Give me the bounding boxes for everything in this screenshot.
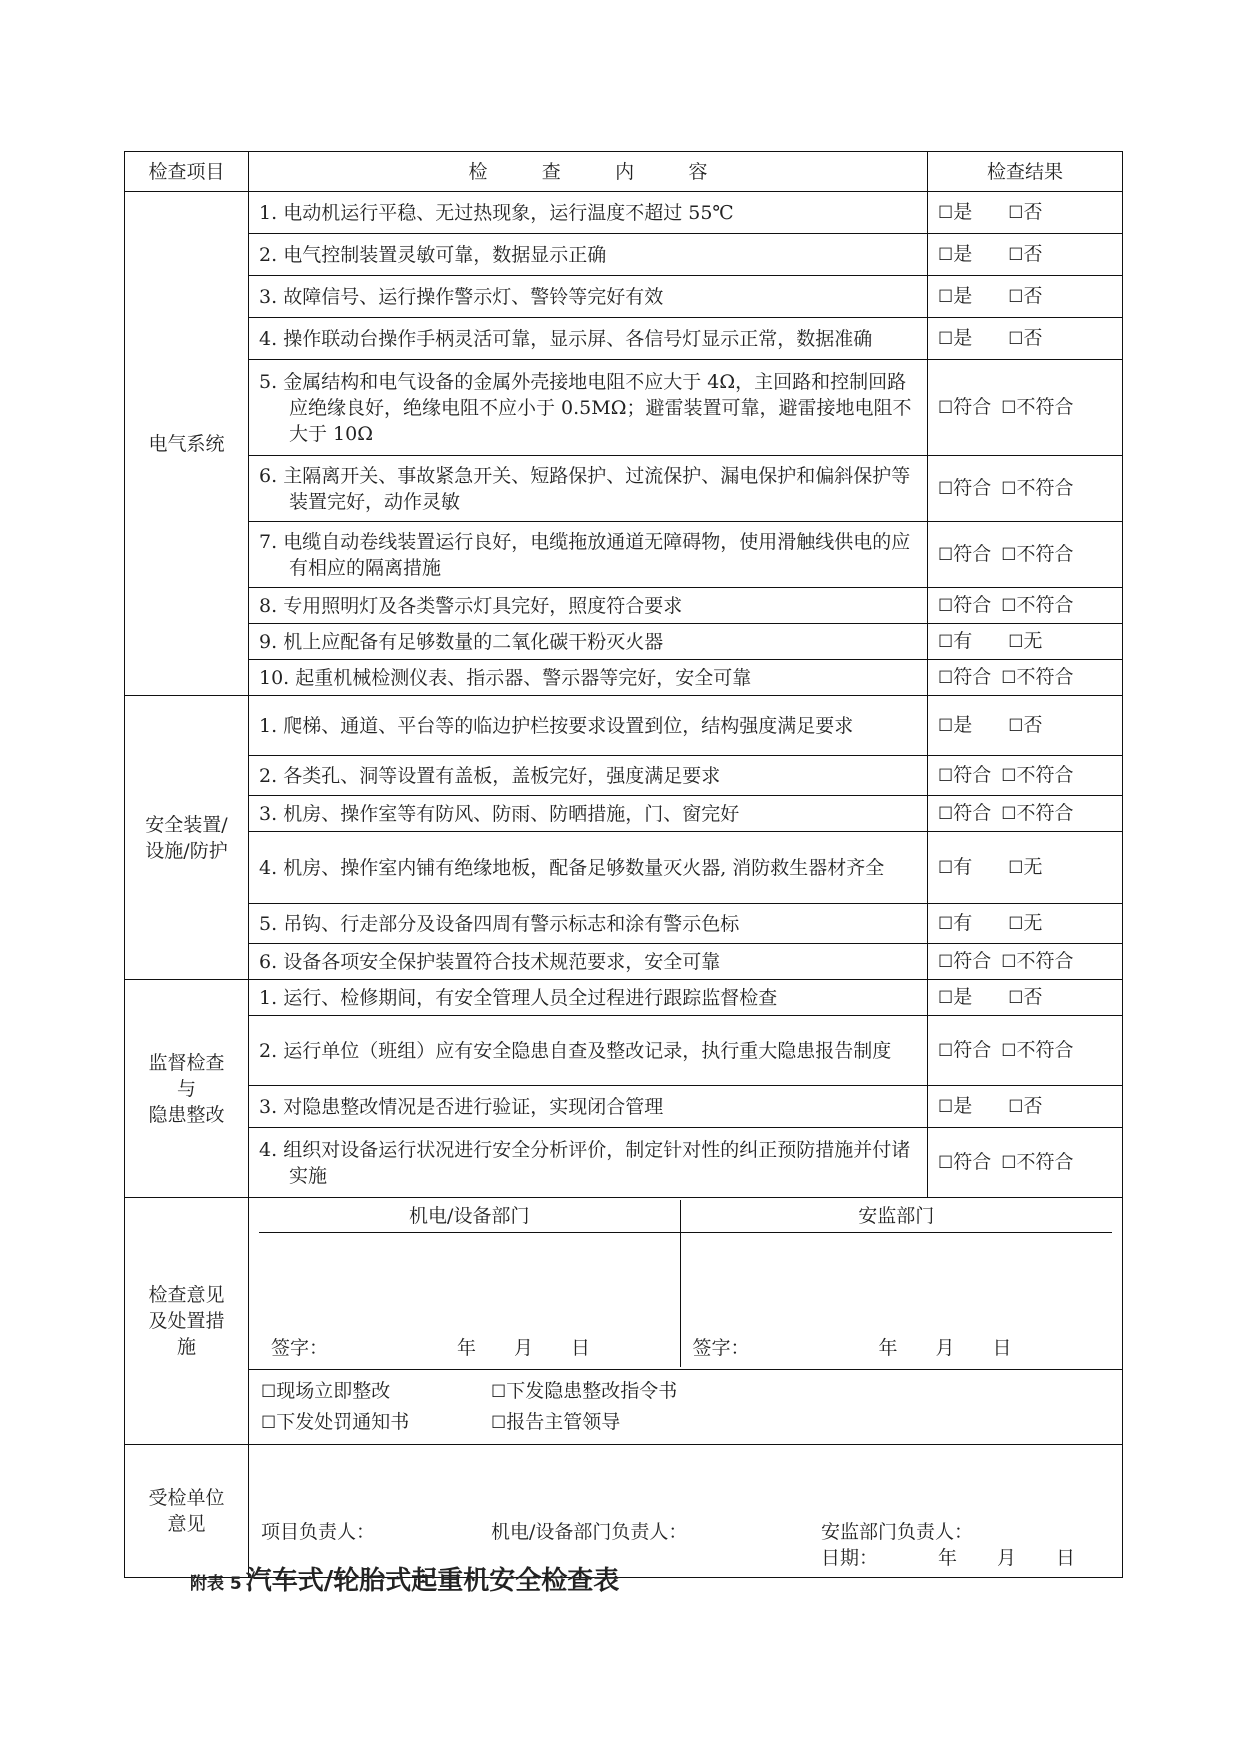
checkbox-icon: ☐: [1001, 804, 1017, 824]
checkbox-yes[interactable]: [938, 986, 972, 1008]
checkbox-icon: ☐: [1008, 1097, 1024, 1117]
option-label: 否: [1023, 201, 1043, 223]
checkbox-ok[interactable]: [938, 1151, 991, 1173]
result-cell: [928, 234, 1123, 276]
actions-row: [125, 1370, 1123, 1445]
checkbox-ok[interactable]: [938, 666, 991, 688]
checkbox-icon: ☐: [1008, 203, 1024, 223]
check-item: [249, 624, 928, 660]
option-label: 符合: [953, 543, 992, 565]
option-label: 下发隐患整改指令书: [506, 1380, 678, 1402]
check-item: [249, 1128, 928, 1198]
checkbox-icon: ☐: [1001, 1153, 1017, 1173]
option-label: 符合: [953, 396, 992, 418]
opinion-signatures: [249, 1198, 1123, 1370]
check-item: [249, 756, 928, 796]
item-number: 3.: [259, 1095, 278, 1118]
option-label: 不符合: [1016, 1039, 1074, 1061]
category-label-line: 设施/防护: [145, 839, 228, 862]
checkbox-ok[interactable]: [938, 764, 991, 786]
sign-day: 日: [992, 1337, 1012, 1359]
check-item: [249, 904, 928, 944]
result-cell: [928, 944, 1123, 980]
header-item: 检查项目: [125, 152, 249, 192]
checkbox-icon: ☐: [1001, 668, 1017, 688]
header-content: 检 查 内 容: [249, 152, 928, 192]
option-label: 不符合: [1016, 802, 1074, 824]
checkbox-icon: ☐: [1001, 1041, 1017, 1061]
table-row: [125, 588, 1123, 624]
option-label: 不符合: [1016, 950, 1074, 972]
option-label: 不符合: [1016, 764, 1074, 786]
appendix-title: [190, 1560, 619, 1597]
check-item: [249, 660, 928, 696]
checkbox-icon: ☐: [1001, 952, 1017, 972]
option-label: 不符合: [1016, 543, 1074, 565]
opinion-row: [125, 1198, 1123, 1370]
result-cell: [928, 796, 1123, 832]
category-safety: [125, 696, 249, 980]
item-number: 7.: [259, 530, 278, 553]
checkbox-icon: ☐: [938, 203, 954, 223]
item-text: 主隔离开关、事故紧急开关、短路保护、过流保护、漏电保护和偏斜保护等装置完好，动作灵敏: [283, 464, 911, 513]
result-cell: [928, 318, 1123, 360]
checkbox-yes[interactable]: [938, 1095, 972, 1117]
option-label: 是: [953, 714, 973, 736]
checkbox-icon: ☐: [938, 1153, 954, 1173]
table-row: [125, 832, 1123, 904]
checkbox-immediate-fix[interactable]: [261, 1376, 491, 1407]
checkbox-yes[interactable]: [938, 327, 972, 349]
category-label-line: 意见: [167, 1513, 206, 1535]
result-cell: [928, 696, 1123, 756]
option-label: 不符合: [1016, 477, 1074, 499]
option-label: 是: [953, 285, 973, 307]
option-label: 是: [953, 1095, 973, 1117]
option-label: 符合: [953, 1039, 992, 1061]
item-number: 2.: [259, 764, 278, 787]
option-label: 符合: [953, 594, 992, 616]
date-day: 日: [1056, 1547, 1076, 1569]
option-label: 否: [1023, 986, 1043, 1008]
option-label: 否: [1023, 1095, 1043, 1117]
option-label: 符合: [953, 950, 992, 972]
option-label: 符合: [953, 666, 992, 688]
inspection-table: [124, 151, 1123, 1578]
option-label: 是: [953, 243, 973, 265]
check-item: [249, 832, 928, 904]
check-item: [249, 318, 928, 360]
checkbox-icon: ☐: [938, 914, 954, 934]
checkbox-icon: ☐: [938, 668, 954, 688]
result-cell: [928, 1128, 1123, 1198]
option-label: 是: [953, 327, 973, 349]
result-cell: [928, 192, 1123, 234]
item-text: 故障信号、运行操作警示灯、警铃等完好有效: [283, 285, 664, 308]
checkbox-notok[interactable]: [1001, 592, 1073, 619]
checkbox-icon: ☐: [938, 1097, 954, 1117]
check-item: [249, 522, 928, 588]
checkbox-icon: ☐: [938, 632, 954, 652]
checkbox-icon: ☐: [1008, 245, 1024, 265]
check-item: [249, 360, 928, 456]
sign-year: 年: [457, 1337, 477, 1359]
result-cell: [928, 980, 1123, 1016]
checkbox-icon: ☐: [261, 1382, 277, 1402]
option-label: 否: [1023, 285, 1043, 307]
checkbox-yes[interactable]: [938, 714, 972, 736]
checkbox-ok[interactable]: [938, 396, 991, 418]
result-cell: [928, 522, 1123, 588]
checkbox-icon: ☐: [1008, 914, 1024, 934]
item-number: 1.: [259, 201, 278, 224]
item-number: 3.: [259, 285, 278, 308]
option-label: 符合: [953, 764, 992, 786]
checkbox-ok[interactable]: [938, 950, 991, 972]
checkbox-have[interactable]: [938, 856, 972, 878]
option-label: 符合: [953, 802, 992, 824]
checkbox-icon: ☐: [938, 479, 954, 499]
item-number: 3.: [259, 802, 278, 825]
item-text: 运行、检修期间，有安全管理人员全过程进行跟踪监督检查: [283, 986, 778, 1009]
sign-month: 月: [935, 1337, 955, 1359]
checkbox-notok[interactable]: [1001, 541, 1073, 568]
checkbox-no[interactable]: [1008, 712, 1042, 739]
checkbox-notok[interactable]: [1001, 948, 1073, 975]
item-number: 5.: [259, 370, 278, 393]
option-label: 下发处罚通知书: [276, 1411, 410, 1433]
checkbox-icon: ☐: [1008, 632, 1024, 652]
item-text: 金属结构和电气设备的金属外壳接地电阻不应大于 4Ω，主回路和控制回路应绝缘良好，绝缘电阻不应小于 0.5MΩ；避雷装置可靠，避雷接地电阻不大于 10Ω: [283, 370, 912, 445]
item-number: 9.: [259, 630, 278, 653]
checkbox-none[interactable]: [1008, 854, 1042, 881]
equipment-lead-label: 机电/设备部门负责人：: [491, 1521, 688, 1543]
recipient-row: [125, 1445, 1123, 1578]
checkbox-yes[interactable]: [938, 201, 972, 223]
checkbox-notok[interactable]: [1001, 800, 1073, 827]
checkbox-icon: ☐: [1001, 545, 1017, 565]
option-label: 无: [1023, 912, 1043, 934]
check-item: [249, 1016, 928, 1086]
checkbox-issue-order[interactable]: [491, 1376, 677, 1407]
option-label: 否: [1023, 327, 1043, 349]
checkbox-icon: ☐: [938, 398, 954, 418]
table-row: [125, 944, 1123, 980]
checkbox-ok[interactable]: [938, 594, 991, 616]
category-recipient: [125, 1445, 249, 1578]
item-number: 2.: [259, 243, 278, 266]
result-cell: [928, 624, 1123, 660]
date-label: 日期：: [821, 1547, 879, 1569]
check-item: [249, 796, 928, 832]
table-row: [125, 756, 1123, 796]
safety-signature-area[interactable]: [680, 1233, 1112, 1368]
table-row: [125, 1016, 1123, 1086]
item-number: 1.: [259, 714, 278, 737]
checkbox-icon: ☐: [938, 245, 954, 265]
checkbox-yes[interactable]: [938, 285, 972, 307]
table-row: [125, 796, 1123, 832]
checkbox-none[interactable]: [1008, 910, 1042, 937]
checkbox-no[interactable]: [1008, 199, 1042, 226]
category-opinion: [125, 1198, 249, 1445]
checkbox-no[interactable]: [1008, 241, 1042, 268]
checkbox-icon: ☐: [1008, 988, 1024, 1008]
table-row: [125, 660, 1123, 696]
option-label: 是: [953, 201, 973, 223]
option-label: 否: [1023, 243, 1043, 265]
checkbox-notok[interactable]: [1001, 1037, 1073, 1064]
date-year: 年: [938, 1547, 958, 1569]
result-cell: [928, 904, 1123, 944]
table-row: [125, 318, 1123, 360]
checkbox-icon: ☐: [938, 1041, 954, 1061]
checkbox-notok[interactable]: [1001, 762, 1073, 789]
option-label: 现场立即整改: [276, 1380, 391, 1402]
category-label-line: 隐患整改: [148, 1103, 225, 1126]
checkbox-icon: ☐: [938, 804, 954, 824]
checkbox-have[interactable]: [938, 630, 972, 652]
sign-day: 日: [571, 1337, 591, 1359]
equipment-signature-area[interactable]: [259, 1233, 680, 1368]
check-item: [249, 234, 928, 276]
table-header-row: [125, 152, 1123, 192]
option-label: 有: [953, 912, 973, 934]
checkbox-none[interactable]: [1008, 628, 1042, 655]
item-text: 对隐患整改情况是否进行验证，实现闭合管理: [283, 1095, 664, 1118]
checkbox-notok[interactable]: [1001, 1149, 1073, 1176]
date-month: 月: [997, 1547, 1017, 1569]
appendix-main-title: 汽车式/轮胎式起重机安全检查表: [245, 1566, 620, 1596]
checkbox-icon: ☐: [938, 766, 954, 786]
sign-label: 签字：: [692, 1337, 750, 1359]
item-text: 专用照明灯及各类警示灯具完好，照度符合要求: [283, 594, 683, 617]
dept-equipment-heading: 机电/设备部门: [259, 1200, 680, 1233]
checkbox-no[interactable]: [1008, 1093, 1042, 1120]
option-label: 有: [953, 856, 973, 878]
checkbox-icon: ☐: [261, 1413, 277, 1433]
category-label-line: 安全装置/: [145, 813, 228, 836]
result-cell: [928, 276, 1123, 318]
table-row: [125, 904, 1123, 944]
checkbox-icon: ☐: [938, 329, 954, 349]
option-label: 是: [953, 986, 973, 1008]
checkbox-icon: ☐: [1008, 329, 1024, 349]
check-item: [249, 696, 928, 756]
category-label-line: 检查意见: [148, 1284, 225, 1306]
checkbox-icon: ☐: [1001, 596, 1017, 616]
project-lead-label: 项目负责人：: [261, 1521, 376, 1543]
category-supervision: [125, 980, 249, 1198]
table-row: [125, 276, 1123, 318]
check-item: [249, 192, 928, 234]
safety-lead-label: 安监部门负责人：: [821, 1521, 974, 1543]
result-cell: [928, 832, 1123, 904]
option-label: 符合: [953, 1151, 992, 1173]
item-number: 4.: [259, 856, 278, 879]
item-number: 4.: [259, 327, 278, 350]
item-text: 运行单位（班组）应有安全隐患自查及整改记录，执行重大隐患报告制度: [283, 1039, 892, 1062]
option-label: 不符合: [1016, 1151, 1074, 1173]
item-text: 机房、操作室内铺有绝缘地板，配备足够数量灭火器, 消防救生器材齐全: [283, 856, 885, 879]
checkbox-icon: ☐: [938, 858, 954, 878]
appendix-prefix: 附表 5: [190, 1574, 242, 1594]
table-row: [125, 522, 1123, 588]
checkbox-icon: ☐: [938, 952, 954, 972]
checkbox-notok[interactable]: [1001, 475, 1073, 502]
checkbox-no[interactable]: [1008, 325, 1042, 352]
checkbox-icon: ☐: [1008, 858, 1024, 878]
option-label: 不符合: [1016, 666, 1074, 688]
item-text: 爬梯、通道、平台等的临边护栏按要求设置到位，结构强度满足要求: [283, 714, 854, 737]
checkbox-icon: ☐: [938, 988, 954, 1008]
checkbox-no[interactable]: [1008, 984, 1042, 1011]
result-cell: [928, 456, 1123, 522]
item-number: 2.: [259, 1039, 278, 1062]
table-row: [125, 192, 1123, 234]
checkbox-icon: ☐: [938, 596, 954, 616]
checkbox-icon: ☐: [1008, 287, 1024, 307]
item-number: 5.: [259, 912, 278, 935]
item-text: 电气控制装置灵敏可靠，数据显示正确: [283, 243, 607, 266]
table-row: [125, 456, 1123, 522]
table-row: [125, 624, 1123, 660]
item-number: 6.: [259, 950, 278, 973]
result-cell: [928, 756, 1123, 796]
result-cell: [928, 1016, 1123, 1086]
checkbox-report-leader[interactable]: [491, 1407, 620, 1438]
item-text: 机上应配备有足够数量的二氧化碳干粉灭火器: [283, 630, 664, 653]
disposal-actions: [249, 1370, 1123, 1445]
result-cell: [928, 1086, 1123, 1128]
option-label: 无: [1023, 856, 1043, 878]
check-item: [249, 944, 928, 980]
option-label: 无: [1023, 630, 1043, 652]
item-text: 吊钩、行走部分及设备四周有警示标志和涂有警示色标: [283, 912, 740, 935]
option-label: 有: [953, 630, 973, 652]
category-label-line: 与: [176, 1077, 196, 1100]
item-text: 机房、操作室等有防风、防雨、防晒措施，门、窗完好: [283, 802, 740, 825]
item-text: 各类孔、洞等设置有盖板，盖板完好，强度满足要求: [283, 764, 721, 787]
checkbox-icon: ☐: [1001, 479, 1017, 499]
checkbox-icon: ☐: [1001, 398, 1017, 418]
checkbox-icon: ☐: [491, 1413, 507, 1433]
check-item: [249, 276, 928, 318]
item-text: 组织对设备运行状况进行安全分析评价，制定针对性的纠正预防措施并付诸实施: [283, 1138, 911, 1187]
table-row: [125, 234, 1123, 276]
category-label-line: 受检单位: [148, 1487, 225, 1509]
item-number: 10.: [259, 666, 290, 689]
option-label: 不符合: [1016, 396, 1074, 418]
option-label: 不符合: [1016, 594, 1074, 616]
checkbox-ok[interactable]: [938, 477, 991, 499]
table-row: [125, 980, 1123, 1016]
checkbox-icon: ☐: [491, 1382, 507, 1402]
header-result: 检查结果: [928, 152, 1123, 192]
category-electrical: 电气系统: [125, 192, 249, 696]
checkbox-have[interactable]: [938, 912, 972, 934]
checkbox-yes[interactable]: [938, 243, 972, 265]
checkbox-ok[interactable]: [938, 543, 991, 565]
checkbox-notok[interactable]: [1001, 664, 1073, 691]
item-number: 4.: [259, 1138, 278, 1161]
category-label-line: 及处置措: [148, 1310, 225, 1332]
category-label-line: 监督检查: [148, 1051, 225, 1074]
dept-safety-heading: 安监部门: [680, 1200, 1112, 1233]
table-row: [125, 360, 1123, 456]
checkbox-notok[interactable]: [1001, 394, 1073, 421]
result-cell: [928, 588, 1123, 624]
item-number: 8.: [259, 594, 278, 617]
check-item: [249, 456, 928, 522]
check-item: [249, 588, 928, 624]
check-item: [249, 1086, 928, 1128]
table-row: [125, 696, 1123, 756]
sign-month: 月: [514, 1337, 534, 1359]
item-text: 起重机械检测仪表、指示器、警示器等完好，安全可靠: [295, 666, 752, 689]
result-cell: [928, 360, 1123, 456]
option-label: 符合: [953, 477, 992, 499]
item-number: 1.: [259, 986, 278, 1009]
option-label: 否: [1023, 714, 1043, 736]
checkbox-icon: ☐: [938, 287, 954, 307]
item-text: 电动机运行平稳、无过热现象，运行温度不超过 55℃: [283, 201, 734, 224]
checkbox-ok[interactable]: [938, 802, 991, 824]
table-row: [125, 1086, 1123, 1128]
checkbox-ok[interactable]: [938, 1039, 991, 1061]
result-cell: [928, 660, 1123, 696]
check-item: [249, 980, 928, 1016]
category-label-line: 施: [176, 1336, 196, 1358]
sign-year: 年: [878, 1337, 898, 1359]
item-number: 6.: [259, 464, 278, 487]
checkbox-penalty-notice[interactable]: [261, 1407, 491, 1438]
checkbox-no[interactable]: [1008, 283, 1042, 310]
item-text: 设备各项安全保护装置符合技术规范要求，安全可靠: [283, 950, 721, 973]
sign-label: 签字：: [271, 1337, 329, 1359]
checkbox-icon: ☐: [938, 716, 954, 736]
item-text: 操作联动台操作手柄灵活可靠，显示屏、各信号灯显示正常，数据准确: [283, 327, 873, 350]
checkbox-icon: ☐: [1001, 766, 1017, 786]
recipient-signature-area[interactable]: [249, 1445, 1123, 1578]
table-row: [125, 1128, 1123, 1198]
option-label: 报告主管领导: [506, 1411, 621, 1433]
checkbox-icon: ☐: [938, 545, 954, 565]
checkbox-icon: ☐: [1008, 716, 1024, 736]
item-text: 电缆自动卷线装置运行良好，电缆拖放通道无障碍物，使用滑触线供电的应有相应的隔离措施: [283, 530, 911, 579]
